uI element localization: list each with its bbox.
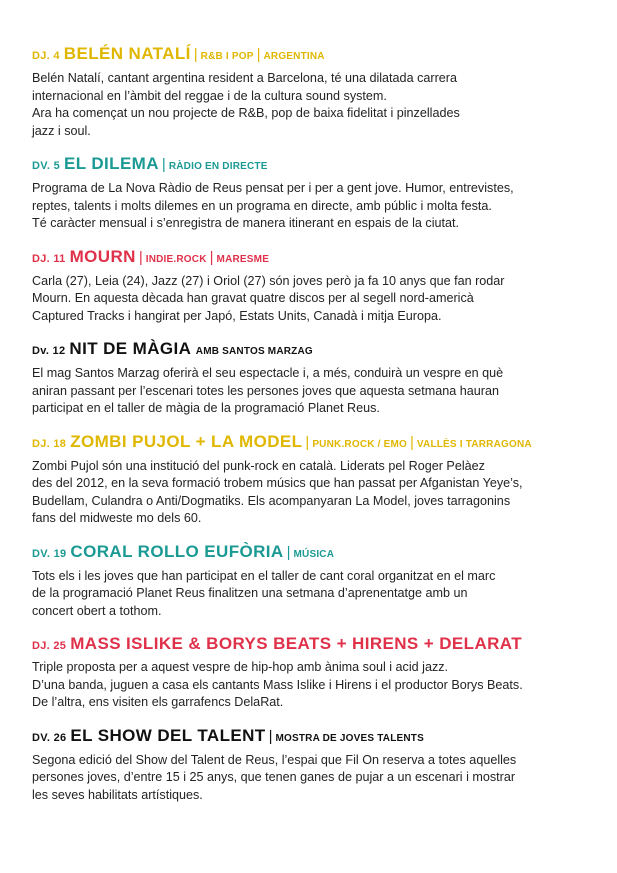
event-block bbox=[32, 634, 597, 712]
event-description: Zombi Pujol són una institució del punk-rock en català. Liderats pel Roger Pelàez des del 2012, en la seva formació trobem músics que han passat per Afganistan Yeye’s, Budellam, Culandra o Anti/Dogmatiks. Els acompanyaran La Model, joves tarragonins fans del midweste mo dels 60. bbox=[32, 458, 523, 525]
event-block bbox=[32, 44, 597, 140]
event-title: ZOMBI PUJOL + LA MODEL bbox=[70, 431, 303, 451]
event-day: DJ. 18 bbox=[32, 437, 67, 450]
event-day: DV. 5 bbox=[32, 160, 61, 172]
event-tag: PUNK.ROCK / EMO bbox=[312, 438, 407, 450]
event-description: El mag Santos Marzag oferirà el seu espectacle i, a més, conduirà un vespre en què aniran passant per l’escenari totes les persones joves que aquesta setmana hauran participat en el taller de màgia de la programació Planet Reus. bbox=[32, 366, 504, 415]
event-title: CORAL ROLLO EUFÒRIA bbox=[70, 541, 284, 561]
event-title: MOURN bbox=[69, 246, 136, 266]
event-title: MASS ISLIKE & BORYS BEATS + HIRENS + DELARAT bbox=[70, 634, 522, 653]
event-heading bbox=[32, 634, 597, 656]
event-tag: VALLÈS I TARRAGONA bbox=[416, 438, 532, 450]
event-title: EL SHOW DEL TALENT bbox=[70, 725, 266, 745]
event-title: NIT DE MÀGIA bbox=[69, 339, 192, 358]
event-block bbox=[32, 726, 597, 805]
event-block bbox=[32, 432, 597, 528]
event-block bbox=[32, 339, 597, 418]
separator-bar: | bbox=[193, 46, 198, 63]
event-title: BELÉN NATALÍ bbox=[63, 44, 191, 63]
separator-bar: | bbox=[256, 46, 261, 63]
event-tag: MARESME bbox=[216, 253, 270, 265]
event-heading bbox=[32, 432, 597, 455]
separator-bar: | bbox=[409, 433, 414, 451]
event-tag: RÀDIO EN DIRECTE bbox=[168, 161, 268, 172]
separator-bar: | bbox=[305, 433, 310, 451]
event-description: Segona edició del Show del Talent de Reus, l’espai que Fil On reserva a totes aquelles persones joves, d’entre 15 i 25 anys, que tenen ganes de pujar a un escenari i mostrar les seves habilitats artístiques. bbox=[32, 752, 517, 802]
event-description: Tots els i les joves que han participat en el taller de cant coral organitzat en el marc de la programació Planet Reus finalitzen una setmana d’aprenentatge amb un concert obert a tothom. bbox=[32, 568, 496, 618]
event-title: EL DILEMA bbox=[64, 154, 159, 173]
event-heading bbox=[32, 542, 597, 565]
event-day: Dv. 12 bbox=[32, 345, 66, 357]
separator-bar: | bbox=[286, 543, 291, 561]
event-block bbox=[32, 542, 597, 621]
separator-bar: | bbox=[138, 248, 143, 266]
event-day: DJ. 4 bbox=[32, 50, 60, 62]
event-tag: AMB SANTOS MARZAG bbox=[195, 346, 313, 357]
event-description: Triple proposta per a aquest vespre de hip-hop amb ànima soul i acid jazz. D’una banda, juguen a casa els cantants Mass Islike i Hirens i el productor Borys Beats. De l’altra, ens visiten els garrafencs DelaRat. bbox=[32, 660, 523, 709]
separator-bar: | bbox=[268, 727, 273, 745]
event-tag: ARGENTINA bbox=[263, 51, 325, 62]
event-block bbox=[32, 247, 597, 326]
event-heading bbox=[32, 154, 597, 177]
event-heading bbox=[32, 247, 597, 270]
event-heading bbox=[32, 726, 597, 749]
event-heading bbox=[32, 339, 597, 362]
event-day: DJ. 11 bbox=[32, 252, 66, 265]
event-description: Belén Natalí, cantant argentina resident a Barcelona, té una dilatada carrera internacional en l’àmbit del reggae i de la cultura sound system. Ara ha començat un nou projecte de R&B, pop de baixa fidelitat i pinzellades jazz i soul. bbox=[32, 71, 460, 138]
event-tag: INDIE.ROCK bbox=[145, 253, 207, 265]
event-day: DV. 26 bbox=[32, 731, 67, 744]
separator-bar: | bbox=[209, 248, 214, 266]
event-block bbox=[32, 154, 597, 233]
event-description: Programa de La Nova Ràdio de Reus pensat per i per a gent jove. Humor, entrevistes, reptes, talents i molts dilemes en un programa en directe, amb públic i molta festa. Té caràcter mensual i s’enregistra de manera itinerant en espais de la ciutat. bbox=[32, 181, 514, 230]
event-heading bbox=[32, 44, 597, 67]
event-day: DV. 19 bbox=[32, 547, 67, 560]
event-description: Carla (27), Leia (24), Jazz (27) i Oriol (27) són joves però ja fa 10 anys que fan rodar Mourn. En aquesta dècada han gravat quatre discos per al segell nord-americà Captured Tracks i hangirat per Japó, Estats Units, Canadà i mitja Europa. bbox=[32, 273, 505, 323]
event-day: DJ. 25 bbox=[32, 640, 67, 652]
event-tag: MOSTRA DE JOVES TALENTS bbox=[275, 732, 424, 744]
separator-bar: | bbox=[161, 156, 166, 173]
event-tag: MÚSICA bbox=[293, 548, 335, 560]
event-tag: R&B I POP bbox=[200, 51, 254, 62]
